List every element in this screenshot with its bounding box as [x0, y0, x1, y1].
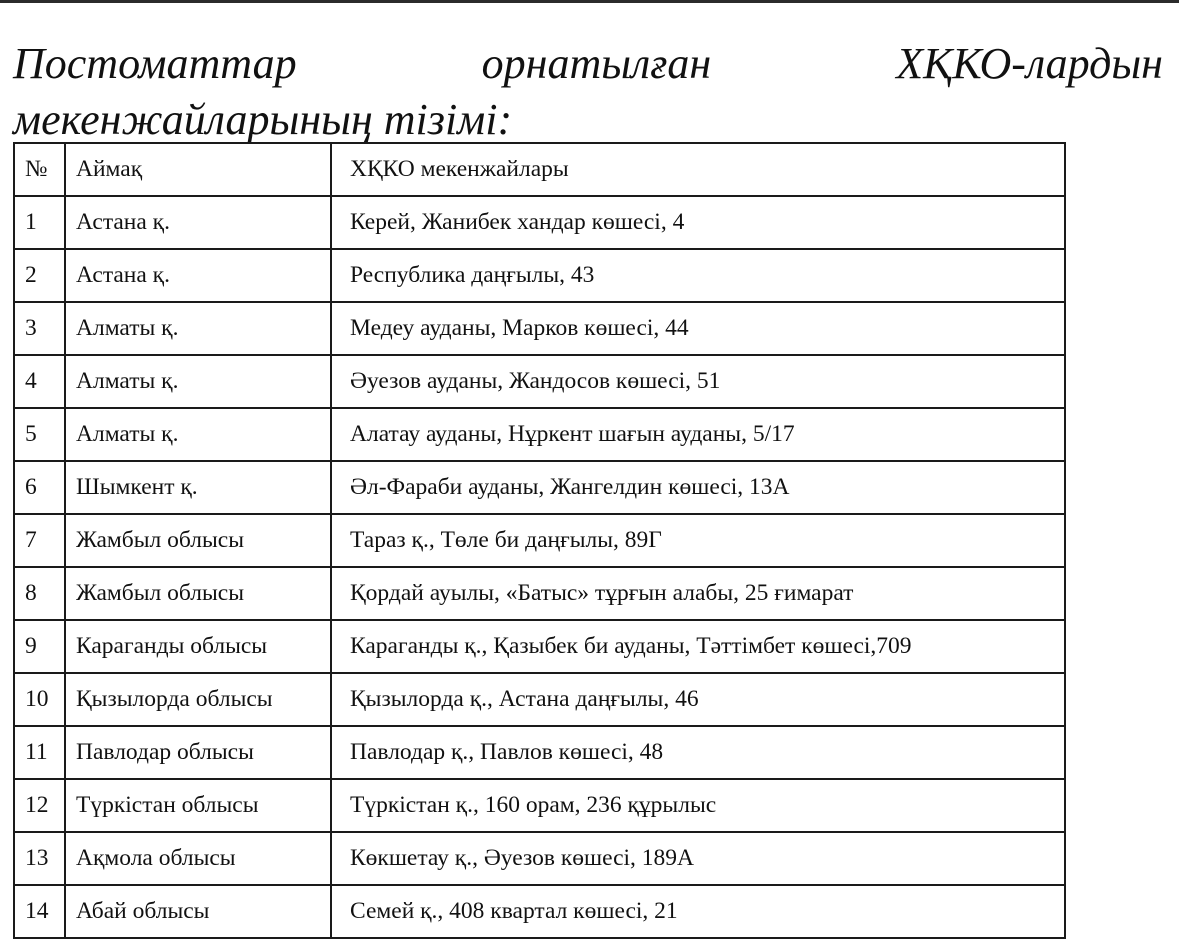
header-num: № — [14, 143, 65, 196]
table-row — [14, 673, 1065, 726]
title-word: ХҚКО-лардын — [896, 39, 1163, 88]
row-region: Алматы қ. — [65, 302, 331, 355]
title-line-1 — [13, 36, 1163, 92]
table-row — [14, 196, 1065, 249]
row-number: 3 — [14, 302, 65, 355]
row-number: 14 — [14, 885, 65, 938]
row-number: 7 — [14, 514, 65, 567]
row-number: 6 — [14, 461, 65, 514]
row-region: Жамбыл облысы — [65, 514, 331, 567]
row-region: Павлодар облысы — [65, 726, 331, 779]
row-region: Шымкент қ. — [65, 461, 331, 514]
row-number: 5 — [14, 408, 65, 461]
table-header-row — [14, 143, 1065, 196]
title-word: Постоматтар — [13, 39, 297, 88]
row-address: Алатау ауданы, Нұркент шағын ауданы, 5/17 — [331, 408, 1065, 461]
row-region: Алматы қ. — [65, 355, 331, 408]
row-address: Тараз қ., Төле би даңғылы, 89Г — [331, 514, 1065, 567]
row-address: Павлодар қ., Павлов көшесі, 48 — [331, 726, 1065, 779]
table-row — [14, 620, 1065, 673]
row-number: 1 — [14, 196, 65, 249]
row-region: Караганды облысы — [65, 620, 331, 673]
table-row — [14, 408, 1065, 461]
row-address: Караганды қ., Қазыбек би ауданы, Тәттімбет көшесі,709 — [331, 620, 1065, 673]
table-row — [14, 885, 1065, 938]
row-region: Қызылорда облысы — [65, 673, 331, 726]
table-row — [14, 779, 1065, 832]
row-number: 8 — [14, 567, 65, 620]
row-address: Семей қ., 408 квартал көшесі, 21 — [331, 885, 1065, 938]
row-address: Қордай ауылы, «Батыс» тұрғын алабы, 25 ғимарат — [331, 567, 1065, 620]
row-region: Ақмола облысы — [65, 832, 331, 885]
header-address: ХҚКО мекенжайлары — [331, 143, 1065, 196]
table-row — [14, 302, 1065, 355]
row-region: Абай облысы — [65, 885, 331, 938]
table-row — [14, 514, 1065, 567]
table-row — [14, 726, 1065, 779]
row-region: Астана қ. — [65, 249, 331, 302]
row-region: Астана қ. — [65, 196, 331, 249]
row-number: 4 — [14, 355, 65, 408]
table-row — [14, 461, 1065, 514]
row-number: 9 — [14, 620, 65, 673]
header-region: Аймақ — [65, 143, 331, 196]
row-address: Республика даңғылы, 43 — [331, 249, 1065, 302]
row-region: Түркістан облысы — [65, 779, 331, 832]
title-word: орнатылған — [481, 39, 712, 88]
row-address: Әуезов ауданы, Жандосов көшесі, 51 — [331, 355, 1065, 408]
row-number: 13 — [14, 832, 65, 885]
top-divider — [0, 0, 1179, 3]
row-address: Түркістан қ., 160 орам, 236 құрылыс — [331, 779, 1065, 832]
row-number: 12 — [14, 779, 65, 832]
row-number: 10 — [14, 673, 65, 726]
row-address: Қызылорда қ., Астана даңғылы, 46 — [331, 673, 1065, 726]
table-row — [14, 832, 1065, 885]
row-region: Жамбыл облысы — [65, 567, 331, 620]
row-number: 2 — [14, 249, 65, 302]
table-row — [14, 355, 1065, 408]
title-line-2: мекенжайларының тізімі: — [13, 95, 513, 144]
row-address: Әл-Фараби ауданы, Жангелдин көшесі, 13А — [331, 461, 1065, 514]
table-row — [14, 249, 1065, 302]
row-region: Алматы қ. — [65, 408, 331, 461]
row-address: Медеу ауданы, Марков көшесі, 44 — [331, 302, 1065, 355]
page-title — [13, 36, 1163, 148]
row-number: 11 — [14, 726, 65, 779]
row-address: Керей, Жанибек хандар көшесі, 4 — [331, 196, 1065, 249]
row-address: Көкшетау қ., Әуезов көшесі, 189А — [331, 832, 1065, 885]
address-table — [13, 142, 1066, 939]
table-row — [14, 567, 1065, 620]
